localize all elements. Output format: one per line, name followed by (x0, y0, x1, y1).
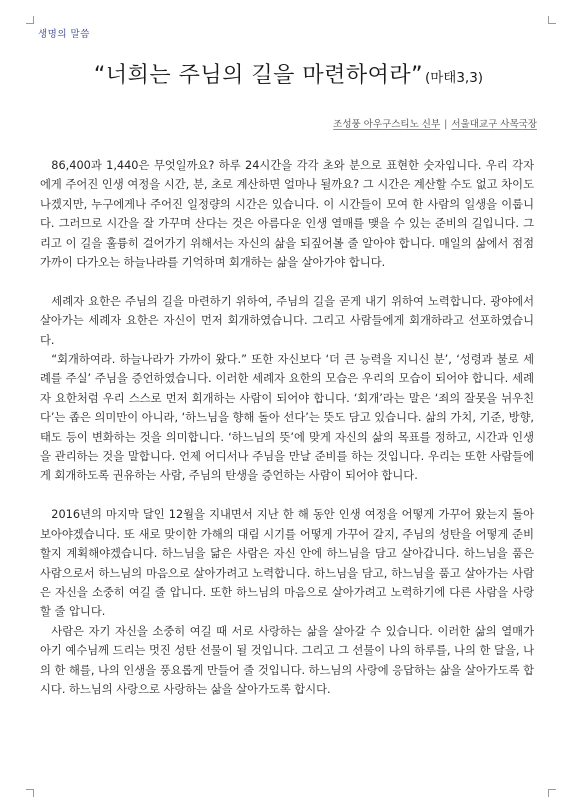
scripture-reference: (마태3,3) (424, 70, 484, 86)
author-name: 조성풍 아우구스티노 신부 (333, 119, 441, 130)
body-paragraph: 86,400과 1,440은 무엇일까요? 하루 24시간을 각각 초와 분으로 표현한 숫자입니다. 우리 각자에게 주어진 인생 여정을 시간, 분, 초로 계산하면 얼마나 될까요? 그 시간은 계산할 수도 없고 차이도 나겠지만, 누구에게나 주어진 일정량의 시간은 있습니다. 이 시간들이 모여 한 사람의 일생을 이룹니다. 그러므로 시간을 잘 가꾸며 산다는 것은 아름다운 인생 열매를 맺을 수 있는 준비의 길입니다. 그리고 이 길을 훌륭히 걸어가기 위해서는 자신의 삶을 되짚어볼 줄 알아야 합니다. 매일의 삶에서 점점 가까이 다가오는 하늘나라를 기억하며 회개하는 삶을 살아가야 합니다. (40, 159, 534, 270)
title-text: “너희는 주님의 길을 마련하여라” (93, 63, 423, 88)
byline-separator: | (444, 119, 448, 130)
page-corner-mark (548, 789, 556, 797)
page-corner-mark (26, 16, 34, 24)
author-affiliation: 서울대교구 사목국장 (451, 119, 537, 130)
article-title (0, 58, 577, 89)
body-paragraph: 2016년의 마지막 달인 12월을 지내면서 지난 한 해 동안 인생 여정을 어떻게 가꾸어 왔는지 돌아보아야겠습니다. 또 새로 맞이한 가해의 대림 시기를 어떻게 가꾸어 갈지, 주님의 성탄을 어떻게 준비할지 계획해야겠습니다. 하느님을 닮은 사람은 자신 안에 하느님을 담고 살아갑니다. 하느님을 품은 사람으로서 하느님의 마음으로 살아가려고 노력합니다. 하느님을 담고, 하느님을 품고 살아가는 사람은 자신을 소중히 여길 줄 압니다. 또한 하느님의 마음으로 살아가려고 노력하기에 다른 사람을 사랑할 줄 압니다. (40, 508, 534, 619)
body-paragraph: “회개하여라. 하늘나라가 가까이 왔다.” 또한 자신보다 ‘더 큰 능력을 지니신 분’, ‘성령과 불로 세례를 주실’ 주님을 증언하였습니다. 이러한 세례자 요한의 모습은 우리의 모습이 되어야 합니다. 세례자 요한처럼 우리 스스로 먼저 회개하는 사람이 되어야 합니다. ‘회개’라는 말은 ‘죄의 잘못을 뉘우친다’는 좁은 의미만이 아니라, ‘하느님을 향해 돌아 선다’는 뜻도 담고 있습니다. 삶의 가치, 기준, 방향, 태도 등이 변화하는 것을 의미합니다. ‘하느님의 뜻’에 맞게 자신의 삶의 목표를 정하고, 시간과 인생을 관리하는 것을 말합니다. 언제 어디서나 주님을 만날 준비를 하는 것입니다. 우리는 또한 사람들에게 회개하도록 권유하는 사람, 주님의 탄생을 증언하는 사람이 되어야 합니다. (40, 353, 534, 483)
author-byline (333, 116, 537, 130)
article-body (40, 156, 534, 699)
page-corner-mark (26, 789, 34, 797)
body-paragraph: 사람은 자기 자신을 소중히 여길 때 서로 사랑하는 삶을 살아갈 수 있습니다. 이러한 삶의 열매가 아기 예수님께 드리는 멋진 성탄 선물이 될 것입니다. 그리고 그 선물이 나의 하루를, 나의 한 달을, 나의 한 해를, 나의 인생을 풍요롭게 만들어 줄 것입니다. 하느님의 사랑에 응답하는 삶을 살아가도록 합시다. 하느님의 사랑으로 사랑하는 삶을 살아가도록 합시다. (40, 624, 534, 696)
page-corner-mark (548, 16, 556, 24)
section-label: 생명의 말씀 (38, 29, 90, 40)
body-paragraph: 세례자 요한은 주님의 길을 마련하기 위하여, 주님의 길을 곧게 내기 위하여 노력합니다. 광야에서 살아가는 세례자 요한은 자신이 먼저 회개하였습니다. 그리고 사람들에게 회개하라고 선포하였습니다. (40, 294, 534, 347)
